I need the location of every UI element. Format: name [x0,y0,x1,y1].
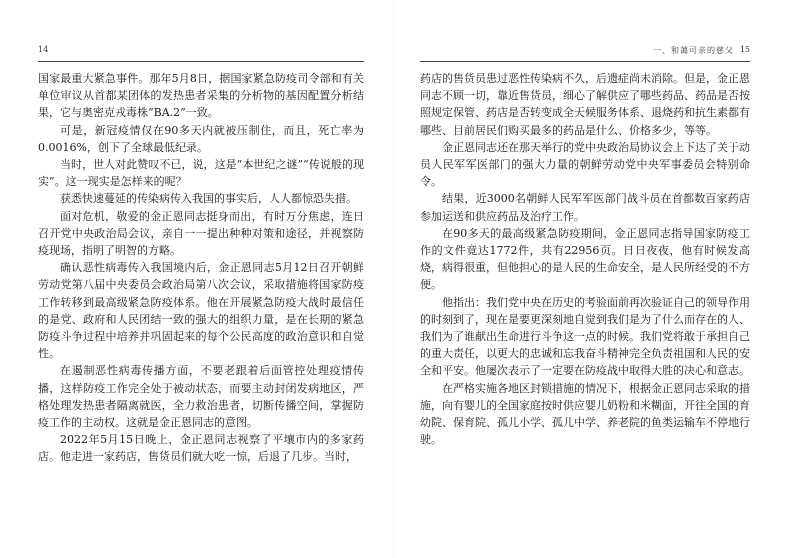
left-header-rule [38,61,364,62]
left-page-body [38,70,364,466]
right-header-rule [420,61,750,62]
left-paragraph-8: 2022年5月15日晚上，金正恩同志视察了平壤市内的多家药店。他走进一家药店，售货员们就大吃一惊，后退了几步。当时， [38,433,364,464]
book-gutter [393,0,394,558]
right-paragraph-6: 在严格实施各地区封锁措施的情况下，根据金正恩同志采取的措施，向有婴儿的全国家庭按时供应婴儿奶粉和米糊面，开往全国的育幼院、保育院、孤儿小学、孤儿中学、养老院的鱼类运输车不停地行驶。 [420,381,750,447]
right-paragraph-1: 药店的售货员患过恶性传染病不久，后遗症尚未消除。但是，金正恩同志不顾一切，靠近售货员，细心了解供应了哪些药品、药品是否按照规定保管、药店是否转变成全天候服务体系、退烧药和抗生素都有哪些、目前居民们购买最多的药品是什么、价格多少，等等。 [420,72,750,137]
left-paragraph-2: 可是，新冠疫情仅在90多天内就被压制住，而且，死亡率为0.0016%，创下了全球最低纪录。 [38,123,364,154]
right-paragraph-2: 金正恩同志还在那天举行的党中央政治局协议会上下达了关于动员人民军军医部门的强大力量的朝鲜劳动党中央军事委员会特别命令。 [420,140,750,189]
right-page-number: 15 [739,45,750,54]
right-paragraph-5: 他指出：我们党中央在历史的考验面前再次验证自己的领导作用的时刻到了，现在是要更深刻地自觉到我们是为了什么而存在的人、我们为了谁献出生命进行斗争这一点的时候。我们党将敢于承担自己的重大责任，以更大的忠诚和忘我奋斗精神完全负责祖国和人民的安全和平安。他屡次表示了一定要在防疫战中取得大胜的决心和意志。 [420,295,750,378]
left-paragraph-6: 确认恶性病毒传入我国境内后，金正恩同志5月12日召开朝鲜劳动党第八届中央委员会政治局第八次会议，采取措施将国家防疫工作转移到最高级紧急防疫体系。他在开展紧急防疫大战时最信任的是党、政府和人民团结一致的强大的组织力量，是在长期的紧急防疫斗争过程中培养并巩固起来的每个公民高度的政治意识和自觉性。 [38,261,364,361]
right-paragraph-3: 结果，近3000名朝鲜人民军军医部门战斗员在首都数百家药店参加运送和供应药品及治疗工作。 [420,192,750,223]
left-paragraph-1: 国家最重大紧急事件。那年5月8日，据国家紧急防疫司令部和有关单位审议从首都某团体的发热患者采集的分析物的基因配置分析结果，它与奥密克戎毒株“BA.2”一致。 [38,72,364,120]
right-page [420,0,750,558]
running-title: 一、和蔼可亲的慈父 [653,46,734,55]
left-page [38,0,364,558]
left-paragraph-7: 在遏制恶性病毒传播方面，不要老跟着后面管控处理疫情传播，这样防疫工作完全处于被动状态，而要主动封闭发病地区，严格处理发热患者隔离就医，全力救治患者，切断传播空间，掌握防疫工作的主动权。这就是金正恩同志的意图。 [38,364,364,430]
left-paragraph-4: 获悉快速蔓延的传染病传入我国的事实后，人人都惊恐失措。 [60,192,357,206]
right-page-body [420,70,750,448]
left-paragraph-5: 面对危机，敬爱的金正恩同志挺身而出，有时万分焦虑，连日召开党中央政治局会议，亲自一一提出种种对策和途径，并视察防疫现场，指明了明智的方略。 [38,209,364,258]
left-paragraph-3: 当时，世人对此赞叹不已，说，这是“本世纪之谜”“传说般的现实”。这一现实是怎样来的呢？ [38,158,364,189]
left-page-number: 14 [38,45,49,54]
right-paragraph-4: 在90多天的最高级紧急防疫期间，金正恩同志指导国家防疫工作的文件竟达1772件，共有22956页。日日夜夜，他有时候发高烧，病得很重，但他担心的是人民的生命安全，是人民所经受的不方便。 [420,226,750,292]
